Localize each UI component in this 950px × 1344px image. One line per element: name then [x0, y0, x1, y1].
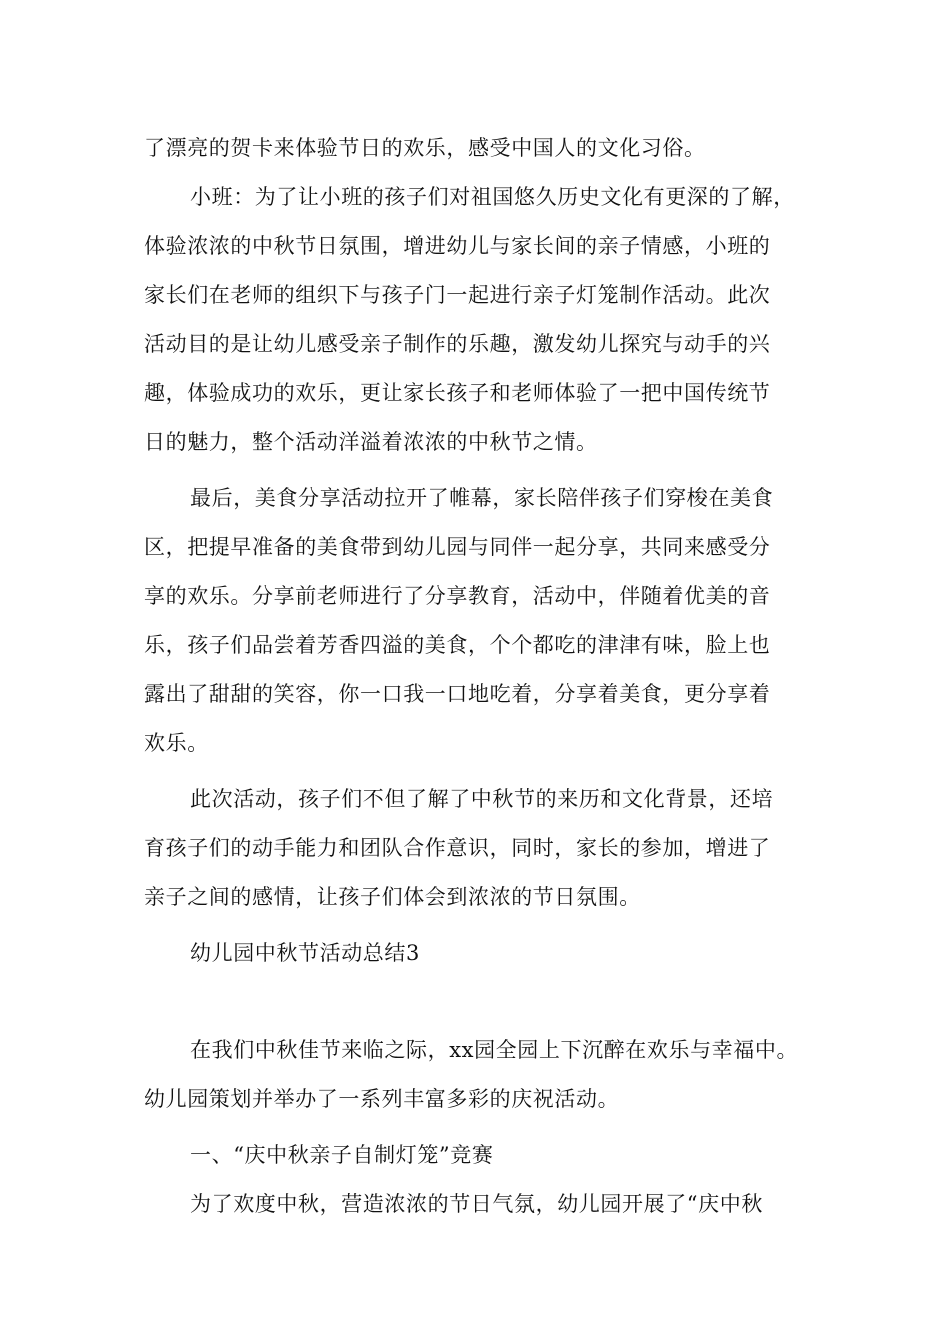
paragraph-line: 了漂亮的贺卡来体验节日的欢乐，感受中国人的文化习俗。: [144, 136, 706, 160]
paragraph-line: 欢乐。: [144, 731, 209, 755]
paragraph-line: 家长们在老师的组织下与孩子门一起进行亲子灯笼制作活动。此次: [144, 283, 771, 307]
paragraph-line: 日的魅力，整个活动洋溢着浓浓的中秋节之情。: [144, 430, 598, 454]
paragraph-line: 露出了甜甜的笑容，你一口我一口地吃着，分享着美食，更分享着: [144, 682, 771, 706]
paragraph-line: 活动目的是让幼儿感受亲子制作的乐趣，激发幼儿探究与动手的兴: [144, 332, 771, 356]
paragraph-line: 亲子之间的感情，让孩子们体会到浓浓的节日氛围。: [144, 885, 641, 909]
paragraph-line: 享的欢乐。分享前老师进行了分享教育，活动中，伴随着优美的音: [144, 584, 771, 608]
paragraph-line: 体验浓浓的中秋节日氛围，增进幼儿与家长间的亲子情感，小班的: [144, 234, 771, 258]
paragraph-line: 在我们中秋佳节来临之际，xx园全园上下沉醉在欢乐与幸福中。: [190, 1038, 799, 1062]
paragraph-line: 最后，美食分享活动拉开了帷幕，家长陪伴孩子们穿梭在美食: [190, 486, 774, 510]
paragraph-line: 此次活动，孩子们不但了解了中秋节的来历和文化背景，还培: [190, 787, 774, 811]
paragraph-line: 育孩子们的动手能力和团队合作意识，同时，家长的参加，增进了: [144, 836, 771, 860]
subsection-heading: 一、“庆中秋亲子自制灯笼”竞赛: [190, 1143, 494, 1167]
paragraph-line: 幼儿园策划并举办了一系列丰富多彩的庆祝活动。: [144, 1087, 620, 1111]
paragraph-line: 小班：为了让小班的孩子们对祖国悠久历史文化有更深的了解，: [190, 185, 795, 209]
paragraph-line: 区，把提早准备的美食带到幼儿园与同伴一起分享，共同来感受分: [144, 535, 771, 559]
section-heading: 幼儿园中秋节活动总结3: [190, 941, 420, 965]
paragraph-line: 趣，体验成功的欢乐，更让家长孩子和老师体验了一把中国传统节: [144, 381, 771, 405]
paragraph-line: 乐，孩子们品尝着芳香四溢的美食，个个都吃的津津有味，脸上也: [144, 633, 771, 657]
paragraph-line: 为了欢度中秋，营造浓浓的节日气氛，幼儿园开展了“庆中秋: [190, 1192, 763, 1216]
